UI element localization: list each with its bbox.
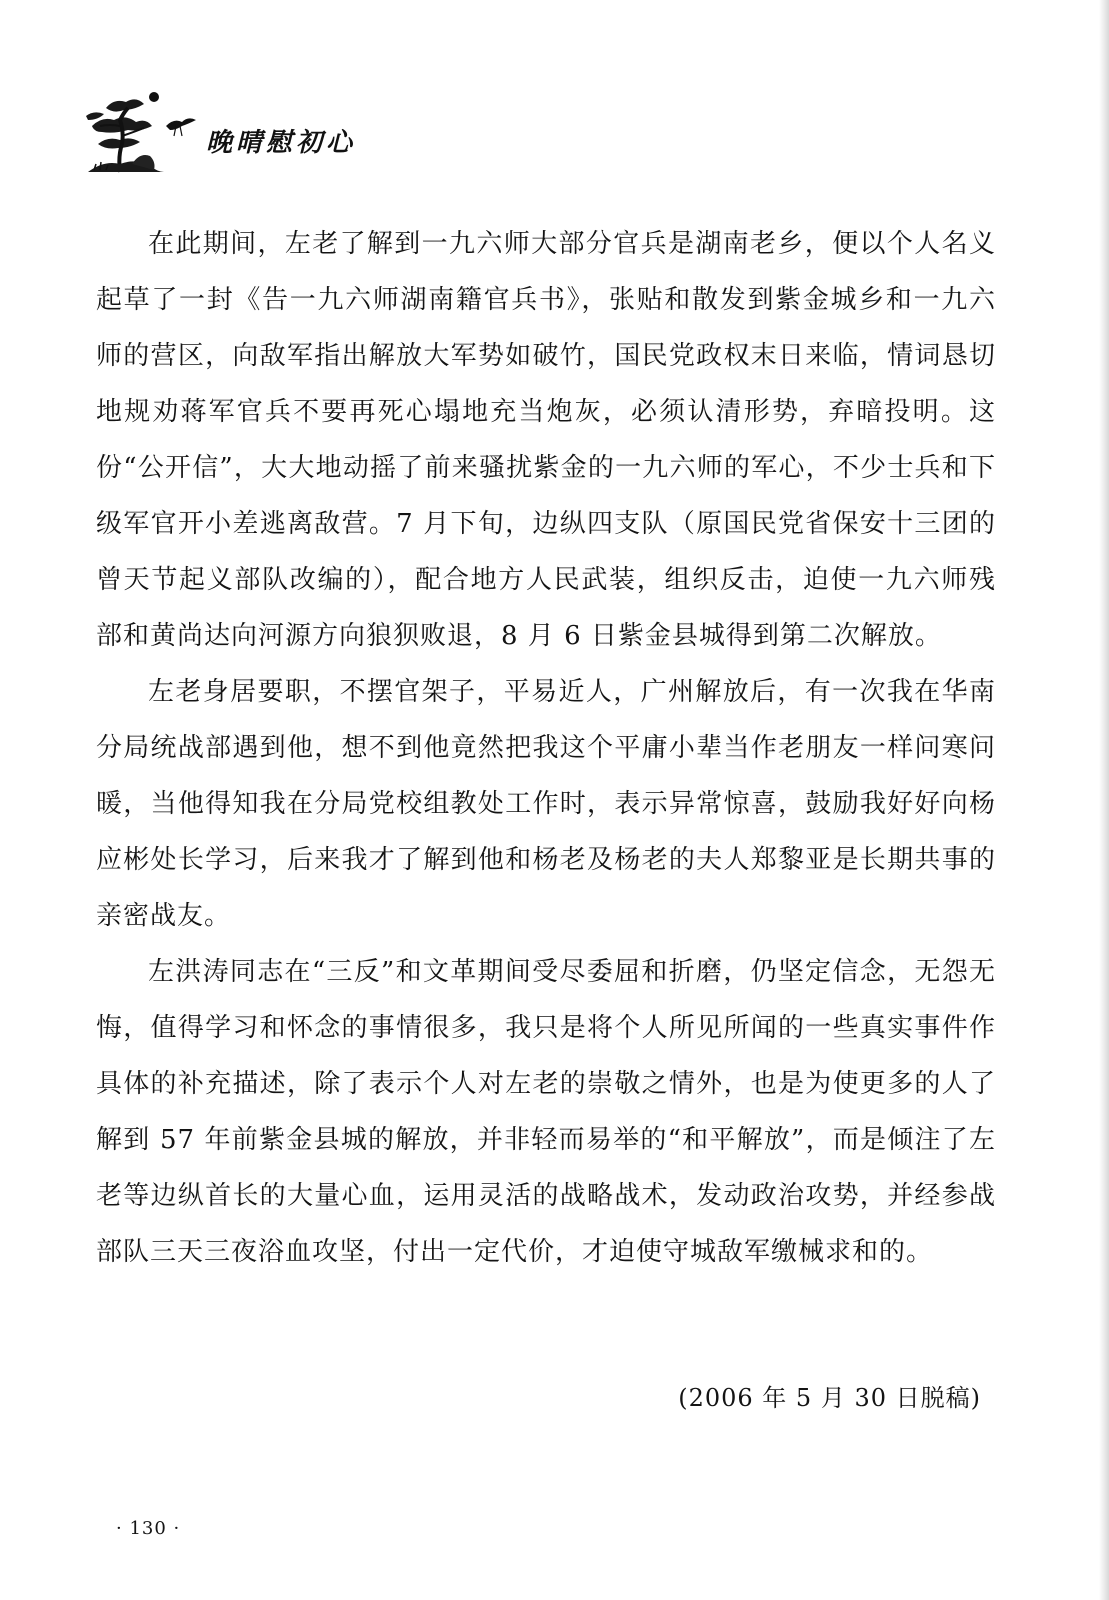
page-edge-shadow	[1099, 0, 1109, 1600]
paragraph: 左洪涛同志在“三反”和文革期间受尽委屈和折磨，仍坚定信念，无怨无悔，值得学习和怀念的事情很多，我只是将个人所见所闻的一些真实事件作具体的补充描述，除了表示个人对左老的崇敬之情外，也是为使更多的人了解到 57 年前紫金县城的解放，并非轻而易举的“和平解放”，而是倾注了左老等边纵首长的大量心血，运用灵活的战略战术，发动政治攻势，并经参战部队三天三夜浴血攻坚，付出一定代价，才迫使守城敌军缴械求和的。	[96, 957, 996, 1267]
paragraph: 在此期间，左老了解到一九六师大部分官兵是湖南老乡，便以个人名义起草了一封《告一九六师湖南籍官兵书》，张贴和散发到紫金城乡和一九六师的营区，向敌军指出解放大军势如破竹，国民党政权末日来临，情词恳切地规劝蒋军官兵不要再死心塌地充当炮灰，必须认清形势，弃暗投明。这份“公开信”，大大地动摇了前来骚扰紫金的一九六师的军心，不少士兵和下级军官开小差逃离敌营。7 月下旬，边纵四支队（原国民党省保安十三团的曾天节起义部队改编的），配合地方人民武装，组织反击，迫使一九六师残部和黄尚达向河源方向狼狈败退，8 月 6 日紫金县城得到第二次解放。	[96, 229, 996, 651]
page-number: · 130 ·	[116, 1518, 181, 1539]
paragraph: 左老身居要职，不摆官架子，平易近人，广州解放后，有一次我在华南分局统战部遇到他，想不到他竟然把我这个平庸小辈当作老朋友一样问寒问暖，当他得知我在分局党校组教处工作时，表示异常惊喜，鼓励我好好向杨应彬处长学习，后来我才了解到他和杨老及杨老的夫人郑黎亚是长期共事的亲密战友。	[96, 677, 996, 931]
date-signoff: (2006 年 5 月 30 日脱稿)	[678, 1384, 981, 1412]
page-header	[84, 86, 424, 178]
article-body	[96, 216, 996, 1280]
book-title: 晚晴慰初心	[206, 128, 357, 158]
pine-tree-moon-crane-icon	[84, 86, 200, 178]
